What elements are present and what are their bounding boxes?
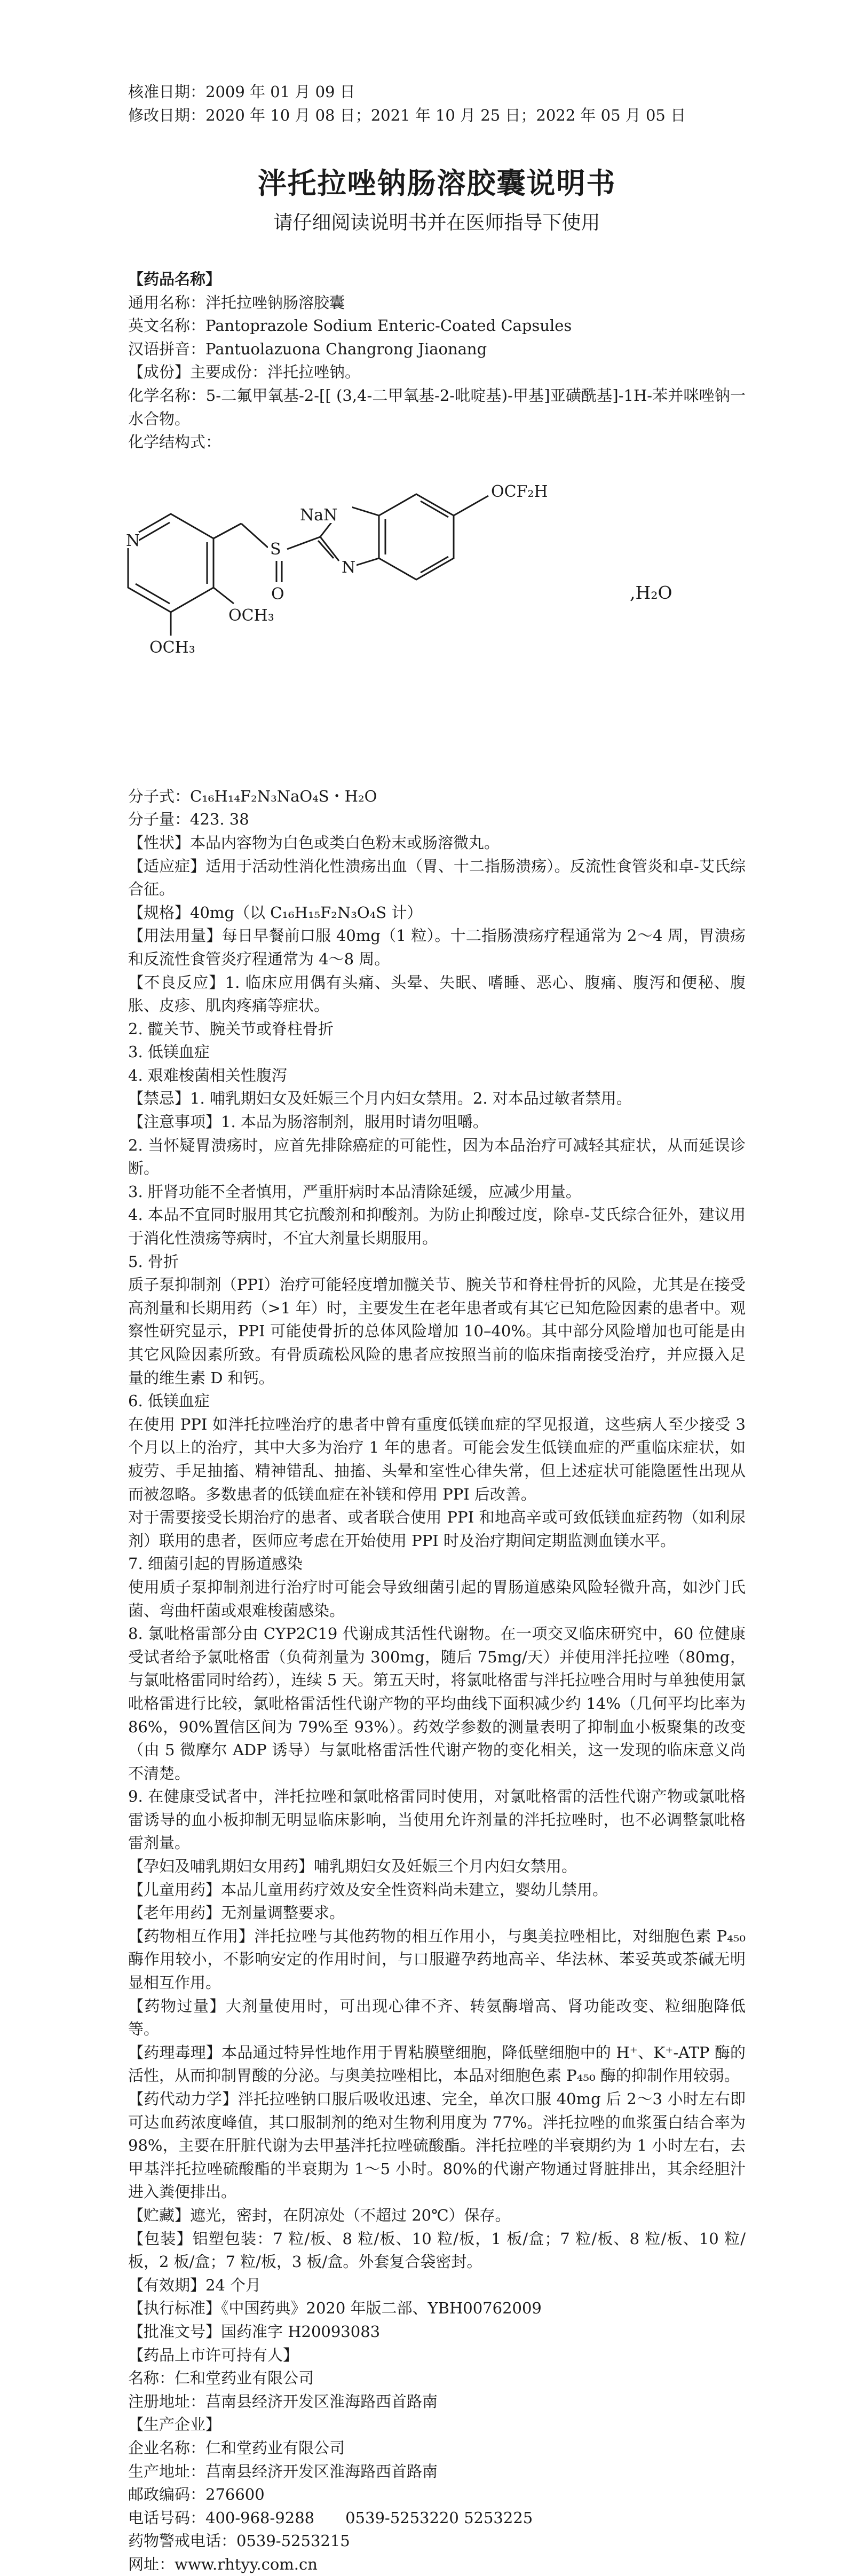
pregnancy: 【孕妇及哺乳期妇女用药】哺乳期妇女及妊娠三个月内妇女禁用。 xyxy=(128,1857,577,1876)
precautions-6: 6. 低镁血症 xyxy=(128,1392,210,1410)
precautions-2: 2. 当怀疑胃溃疡时，应首先排除癌症的可能性，因为本品治疗可减轻其症状，从而延误诊断。 xyxy=(128,1136,746,1178)
sodium-nitrogen-label: NaN xyxy=(300,505,338,525)
manufacturer-heading: 【生产企业】 xyxy=(128,2415,221,2434)
precautions-1: 【注意事项】1. 本品为肠溶制剂，服用时请勿咀嚼。 xyxy=(128,1113,488,1131)
dosage: 【用法用量】每日早餐前口服 40mg（1 粒）。十二指肠溃疡疗程通常为 2～4 周，胃溃疡和反流性食管炎疗程通常为 4～8 周。 xyxy=(128,926,746,968)
elderly: 【老年用药】无剂量调整要求。 xyxy=(128,1904,345,1922)
phone: 电话号码：400-968-9288 0539-5253220 5253225 xyxy=(128,2508,533,2527)
page-title: 泮托拉唑钠肠溶胶囊说明书 xyxy=(257,166,616,200)
approval-number: 【批准文号】国药准字 H20093083 xyxy=(128,2322,381,2341)
precautions-8: 8. 氯吡格雷部分由 CYP2C19 代谢成其活性代谢物。在一项交叉临床研究中，60 位健康受试者给予氯吡格雷（负荷剂量为 300mg，随后 75mg/天）并使用泮托拉唑（80mg，与氯吡格雷同时给药），连续 5 天。第五天时，将氯吡格雷与泮托拉唑合用时与单独使用氯吡格雷进行比较，氯吡格雷活性代谢产物的平均曲线下面积减少约 14%（几何平均比率为 86%，90%置信区间为 79%至 93%）。药效学参数的测量表明了抑制血小板聚集的改变（由 5 微摩尔 ADP 诱导）与氯吡格雷活性代谢产物的变化相关，这一发现的临床意义尚不清楚。 xyxy=(128,1624,746,1782)
sulfoxide-o-label: O xyxy=(271,584,284,604)
precautions-3: 3. 肝肾功能不全者慎用，严重肝病时本品清除延缓，应减少用量。 xyxy=(128,1182,581,1201)
adverse-reactions-3: 3. 低镁血症 xyxy=(128,1043,210,1061)
adverse-reactions-1: 【不良反应】1. 临床应用偶有头痛、头晕、失眠、嗜睡、恶心、腹痛、腹泻和便秘、腹胀、皮疹、肌肉疼痛等症状。 xyxy=(128,973,746,1015)
pinyin-name: 汉语拼音：Pantuolazuona Changrong Jiaonang xyxy=(128,339,487,358)
mah-heading: 【药品上市许可持有人】 xyxy=(128,2345,299,2364)
overdose: 【药物过量】大剂量使用时，可出现心律不齐、转氨酶增高、肾功能改变、粒细胞降低等。 xyxy=(128,1996,746,2039)
structure-diagram xyxy=(128,454,742,785)
structure-label: 化学结构式： xyxy=(128,433,221,451)
specification: 【规格】40mg（以 C₁₆H₁₅F₂N₃O₄S 计） xyxy=(128,903,423,922)
package: 【包装】铝塑包装：7 粒/板、8 粒/板、10 粒/板，1 板/盒；7 粒/板、8 粒/板、10 粒/板，2 板/盒；7 粒/板，3 板/盒。外套复合袋密封。 xyxy=(128,2229,746,2271)
hypomagnesemia-text-1: 在使用 PPI 如泮托拉唑治疗的患者中曾有重度低镁血症的罕见报道，这些病人至少接受 3 个月以上的治疗，其中大多为治疗 1 年的患者。可能会发生低镁血症的严重临床症状，如疲劳、手足抽搐、精神错乱、抽搐、头晕和室性心律失常，但上述症状可能隐匿性出现从而被忽略。多数患者的低镁血症在补镁和停用 PPI 后改善。 xyxy=(128,1415,746,1503)
hypomagnesemia-text-2: 对于需要接受长期治疗的患者、或者联合使用 PPI 和地高辛或可致低镁血症药物（如利尿剂）联用的患者，医师应考虑在开始使用 PPI 时及治疗期间定期监测血镁水平。 xyxy=(128,1508,746,1550)
postcode: 邮政编码：276600 xyxy=(128,2485,265,2504)
properties: 【性状】本品内容物为白色或类白色粉末或肠溶微丸。 xyxy=(128,833,500,852)
contraindications: 【禁忌】1. 哺乳期妇女及妊娠三个月内妇女禁用。2. 对本品过敏者禁用。 xyxy=(128,1089,632,1108)
pyridine-n-label: N xyxy=(126,531,140,550)
molecular-formula: 分子式：C₁₆H₁₄F₂N₃NaO₄S・H₂O xyxy=(128,787,377,805)
chemical-structure xyxy=(128,454,746,785)
manufacturer-name: 企业名称：仁和堂药业有限公司 xyxy=(128,2438,345,2457)
mah-name: 名称：仁和堂药业有限公司 xyxy=(128,2369,314,2388)
page-subtitle: 请仔细阅读说明书并在医师指导下使用 xyxy=(273,212,600,234)
interactions: 【药物相互作用】泮托拉唑与其他药物的相互作用小，与奥美拉唑相比，对细胞色素 P₄₅₀酶作用较小，不影响安定的作用时间，与口服避孕药地高辛、华法林、苯妥英或茶碱无明显相互作用。 xyxy=(128,1927,746,1992)
section-name-heading: 【药品名称】 xyxy=(128,270,221,288)
infection-text: 使用质子泵抑制剂进行治疗时可能会导致细菌引起的胃肠道感染风险轻微升高，如沙门氏菌、弯曲杆菌或艰难梭菌感染。 xyxy=(128,1578,746,1620)
dates-block xyxy=(128,80,746,127)
precautions-9: 9. 在健康受试者中，泮托拉唑和氯吡格雷同时使用，对氯吡格雷的活性代谢产物或氯吡格雷诱导的血小板抑制无明显临床影响，当使用允许剂量的泮托拉唑时，也不必调整氯吡格雷剂量。 xyxy=(128,1787,746,1852)
manufacturer-address: 生产地址：莒南县经济开发区淮海路西首路南 xyxy=(128,2462,438,2480)
chemical-name: 化学名称：5-二氟甲氧基-2-[[ (3,4-二甲氧基-2-吡啶基)-甲基]亚磺酰基]-1H-苯并咪唑钠一水合物。 xyxy=(128,386,746,428)
ingredients: 【成份】主要成份：泮托拉唑钠。 xyxy=(128,363,361,382)
och3-label-a: OCH₃ xyxy=(228,606,274,625)
och3-label-b: OCH₃ xyxy=(149,638,195,657)
approval-date: 核准日期：2009 年 01 月 09 日 xyxy=(128,83,355,101)
hydrate-label: ,H₂O xyxy=(630,582,672,603)
validity: 【有效期】24 个月 xyxy=(128,2276,262,2294)
sulfur-label: S xyxy=(270,540,281,559)
pharmacokinetics: 【药代动力学】泮托拉唑钠口服后吸收迅速、完全，单次口服 40mg 后 2～3 小时左右即可达血药浓度峰值，其口服制剂的绝对生物利用度为 77%。泮托拉唑的血浆蛋白结合率为 98%，主要在肝脏代谢为去甲基泮托拉唑硫酸酯。泮托拉唑的半衰期约为 1 小时左右，去甲基泮托拉唑硫酸酯的半衰期为 1～5 小时。80%的代谢产物通过肾脏排出，其余经胆汁进入粪便排出。 xyxy=(128,2090,746,2201)
english-name: 英文名称：Pantoprazole Sodium Enteric-Coated Capsules xyxy=(128,316,572,335)
vigilance-phone: 药物警戒电话：0539-5253215 xyxy=(128,2532,350,2550)
pharmacology: 【药理毒理】本品通过特异性地作用于胃粘膜壁细胞，降低壁细胞中的 H⁺、K⁺-ATP 酶的活性，从而抑制胃酸的分泌。与奥美拉唑相比，本品对细胞色素 P₄₅₀ 酶的抑制作用较弱。 xyxy=(128,2043,746,2085)
adverse-reactions-4: 4. 艰难梭菌相关性腹泻 xyxy=(128,1066,287,1084)
imidazole-n-label: N xyxy=(342,558,356,577)
ocf2h-label: OCF₂H xyxy=(491,482,548,501)
precautions-5: 5. 骨折 xyxy=(128,1252,179,1271)
generic-name: 通用名称：泮托拉唑钠肠溶胶囊 xyxy=(128,293,345,312)
website: 网址：www.rhtyy.com.cn xyxy=(128,2555,318,2573)
pediatric: 【儿童用药】本品儿童用药疗效及安全性资料尚未建立，婴幼儿禁用。 xyxy=(128,1880,608,1899)
storage: 【贮藏】遮光，密封，在阴凉处（不超过 20℃）保存。 xyxy=(128,2206,511,2224)
precautions-7: 7. 细菌引起的胃肠道感染 xyxy=(128,1555,303,1573)
fracture-text: 质子泵抑制剂（PPI）治疗可能轻度增加髋关节、腕关节和脊柱骨折的风险，尤其是在接受高剂量和长期用药（>1 年）时，主要发生在老年患者或有其它已知危险因素的患者中。观察性研究显示，PPI 可能使骨折的总体风险增加 10–40%。其中部分风险增加也可能是由其它风险因素所致。有骨质疏松风险的患者应按照当前的临床指南接受治疗，并应摄入足量的维生素 D 和钙。 xyxy=(128,1275,746,1387)
revision-date: 修改日期：2020 年 10 月 08 日；2021 年 10 月 25 日；2022 年 05 月 05 日 xyxy=(128,106,686,124)
mah-address: 注册地址：莒南县经济开发区淮海路西首路南 xyxy=(128,2392,438,2411)
adverse-reactions-2: 2. 髋关节、腕关节或脊柱骨折 xyxy=(128,1019,334,1038)
standard: 【执行标准】《中国药典》2020 年版二部、YBH00762009 xyxy=(128,2299,542,2318)
indications: 【适应症】适用于活动性消化性溃疡出血（胃、十二指肠溃疡）。反流性食管炎和卓-艾氏综合征。 xyxy=(128,857,746,899)
molecular-weight: 分子量：423. 38 xyxy=(128,810,249,829)
leaflet-content xyxy=(128,268,746,2576)
precautions-4: 4. 本品不宜同时服用其它抗酸剂和抑酸剂。为防止抑酸过度，除卓-艾氏综合征外，建议用于消化性溃疡等病时，不宜大剂量长期服用。 xyxy=(128,1206,746,1248)
